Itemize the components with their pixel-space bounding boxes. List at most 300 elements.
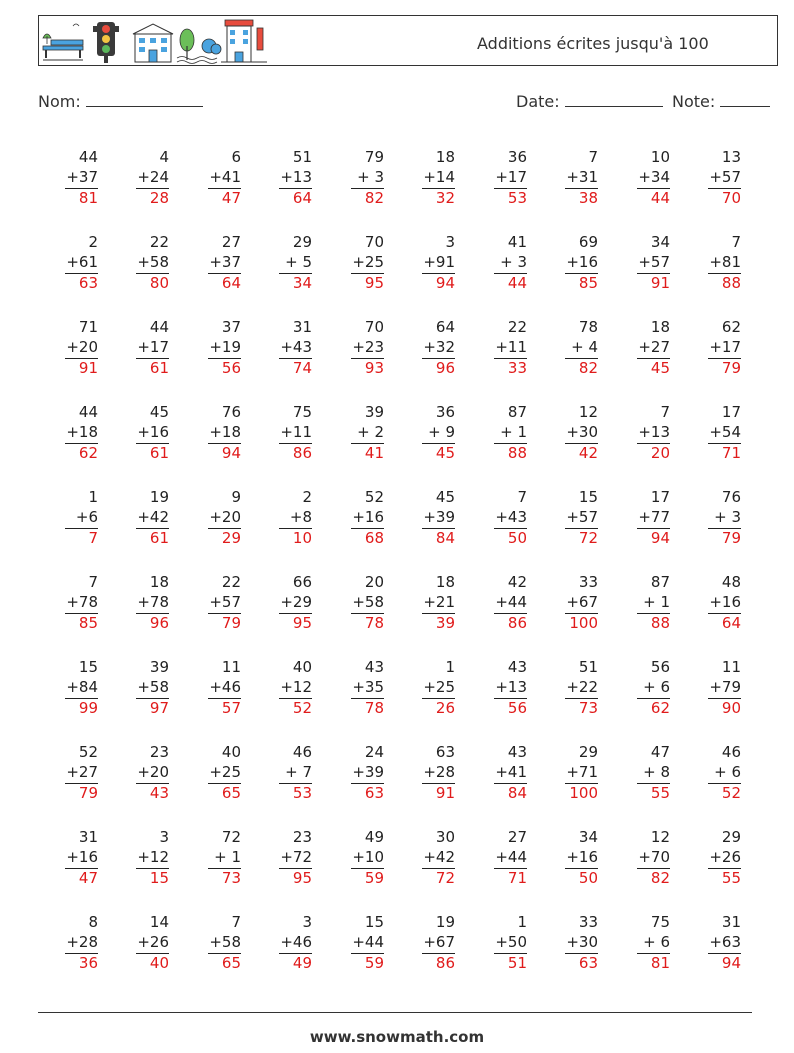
addition-problem bbox=[324, 488, 384, 548]
answer: 65 bbox=[221, 954, 241, 972]
addition-problem bbox=[38, 403, 98, 463]
addend-bottom: +44 bbox=[495, 592, 527, 611]
addend-bottom: + 6 bbox=[643, 677, 670, 696]
addition-problem bbox=[538, 913, 598, 973]
addend-top: 7 bbox=[88, 573, 98, 591]
addition-problem bbox=[252, 403, 312, 463]
addend-bottom: +13 bbox=[638, 422, 670, 441]
addition-problem bbox=[538, 233, 598, 293]
addition-problem bbox=[252, 488, 312, 548]
addend-bottom: +72 bbox=[280, 847, 312, 866]
addend-top: 20 bbox=[364, 573, 384, 591]
answer: 80 bbox=[149, 274, 169, 292]
answer: 62 bbox=[650, 699, 670, 717]
addend-top: 13 bbox=[721, 148, 741, 166]
addend-bottom: +21 bbox=[423, 592, 455, 611]
addend-top: 76 bbox=[721, 488, 741, 506]
problem-row bbox=[38, 148, 768, 233]
answer: 42 bbox=[578, 444, 598, 462]
answer: 72 bbox=[578, 529, 598, 547]
addend-bottom: +43 bbox=[495, 507, 527, 526]
answer: 79 bbox=[221, 614, 241, 632]
answer: 61 bbox=[149, 359, 169, 377]
addend-top: 70 bbox=[364, 318, 384, 336]
answer: 97 bbox=[149, 699, 169, 717]
date-line[interactable] bbox=[565, 92, 663, 107]
addend-top: 79 bbox=[364, 148, 384, 166]
answer: 32 bbox=[435, 189, 455, 207]
answer: 90 bbox=[721, 699, 741, 717]
addition-problem bbox=[610, 913, 670, 973]
addition-problem bbox=[109, 913, 169, 973]
addition-problem bbox=[252, 148, 312, 208]
addend-top: 49 bbox=[364, 828, 384, 846]
answer: 56 bbox=[507, 699, 527, 717]
problem-row bbox=[38, 233, 768, 318]
addend-top: 56 bbox=[650, 658, 670, 676]
answer: 44 bbox=[507, 274, 527, 292]
addition-problem bbox=[181, 488, 241, 548]
answer: 15 bbox=[149, 869, 169, 887]
addition-problem bbox=[181, 403, 241, 463]
addend-top: 15 bbox=[364, 913, 384, 931]
addend-top: 39 bbox=[364, 403, 384, 421]
addend-bottom: +26 bbox=[709, 847, 741, 866]
addend-top: 72 bbox=[221, 828, 241, 846]
addend-top: 11 bbox=[221, 658, 241, 676]
addition-problem bbox=[38, 913, 98, 973]
addend-top: 33 bbox=[578, 573, 598, 591]
addition-problem bbox=[181, 233, 241, 293]
answer: 81 bbox=[650, 954, 670, 972]
addition-problem bbox=[252, 828, 312, 888]
addition-problem bbox=[38, 488, 98, 548]
addend-bottom: +16 bbox=[137, 422, 169, 441]
addend-top: 37 bbox=[221, 318, 241, 336]
addend-bottom: +22 bbox=[566, 677, 598, 696]
addend-bottom: +12 bbox=[137, 847, 169, 866]
addend-top: 12 bbox=[650, 828, 670, 846]
answer: 73 bbox=[221, 869, 241, 887]
addend-bottom: +77 bbox=[638, 507, 670, 526]
addition-problem bbox=[681, 403, 741, 463]
addition-problem bbox=[38, 828, 98, 888]
answer: 63 bbox=[364, 784, 384, 802]
addend-top: 45 bbox=[149, 403, 169, 421]
addend-bottom: +20 bbox=[66, 337, 98, 356]
addend-bottom: +58 bbox=[137, 252, 169, 271]
addend-top: 75 bbox=[650, 913, 670, 931]
answer: 88 bbox=[721, 274, 741, 292]
addend-top: 23 bbox=[149, 743, 169, 761]
addend-top: 39 bbox=[149, 658, 169, 676]
answer: 52 bbox=[721, 784, 741, 802]
addend-top: 7 bbox=[588, 148, 598, 166]
addend-bottom: +58 bbox=[137, 677, 169, 696]
addend-bottom: +16 bbox=[709, 592, 741, 611]
addend-top: 7 bbox=[731, 233, 741, 251]
addend-top: 15 bbox=[578, 488, 598, 506]
addition-problem bbox=[181, 658, 241, 718]
addition-problem bbox=[252, 318, 312, 378]
addition-problem bbox=[538, 573, 598, 633]
addend-top: 1 bbox=[88, 488, 98, 506]
addition-problem bbox=[538, 658, 598, 718]
addend-bottom: +19 bbox=[209, 337, 241, 356]
addend-top: 29 bbox=[292, 233, 312, 251]
note-field[interactable] bbox=[672, 92, 770, 111]
answer: 50 bbox=[578, 869, 598, 887]
addend-top: 70 bbox=[364, 233, 384, 251]
answer: 65 bbox=[221, 784, 241, 802]
addend-top: 51 bbox=[578, 658, 598, 676]
date-field[interactable] bbox=[516, 92, 663, 111]
addition-problem bbox=[38, 233, 98, 293]
addition-problem bbox=[181, 743, 241, 803]
trees-icon bbox=[177, 29, 221, 64]
note-label: Note: bbox=[672, 92, 716, 111]
addend-bottom: +8 bbox=[289, 507, 312, 526]
addend-top: 42 bbox=[507, 573, 527, 591]
answer: 49 bbox=[292, 954, 312, 972]
addend-top: 75 bbox=[292, 403, 312, 421]
answer: 28 bbox=[149, 189, 169, 207]
addend-top: 7 bbox=[660, 403, 670, 421]
addition-problem bbox=[467, 233, 527, 293]
addend-bottom: +58 bbox=[209, 932, 241, 951]
addend-top: 29 bbox=[721, 828, 741, 846]
answer: 47 bbox=[221, 189, 241, 207]
answer: 94 bbox=[435, 274, 455, 292]
addition-problem bbox=[681, 913, 741, 973]
answer: 10 bbox=[292, 529, 312, 547]
addend-top: 44 bbox=[78, 148, 98, 166]
addend-bottom: +26 bbox=[137, 932, 169, 951]
addend-top: 10 bbox=[650, 148, 670, 166]
addend-top: 22 bbox=[221, 573, 241, 591]
addition-problem bbox=[109, 148, 169, 208]
addition-problem bbox=[467, 913, 527, 973]
addend-bottom: +46 bbox=[209, 677, 241, 696]
answer: 59 bbox=[364, 954, 384, 972]
answer: 95 bbox=[292, 869, 312, 887]
addition-problem bbox=[610, 318, 670, 378]
addend-top: 43 bbox=[364, 658, 384, 676]
addition-problem bbox=[467, 828, 527, 888]
addition-problem bbox=[610, 828, 670, 888]
answer: 41 bbox=[364, 444, 384, 462]
answer: 100 bbox=[569, 784, 598, 802]
addition-problem bbox=[610, 573, 670, 633]
addition-problem bbox=[181, 318, 241, 378]
addend-bottom: +39 bbox=[352, 762, 384, 781]
addend-top: 36 bbox=[435, 403, 455, 421]
addend-top: 33 bbox=[578, 913, 598, 931]
name-label: Nom: bbox=[38, 92, 81, 111]
addition-problem bbox=[324, 743, 384, 803]
addend-bottom: + 9 bbox=[428, 422, 455, 441]
addend-bottom: +25 bbox=[423, 677, 455, 696]
addition-problem bbox=[252, 573, 312, 633]
addend-bottom: +84 bbox=[66, 677, 98, 696]
addition-problem bbox=[610, 148, 670, 208]
addend-top: 34 bbox=[650, 233, 670, 251]
addend-bottom: +25 bbox=[352, 252, 384, 271]
addend-bottom: +6 bbox=[75, 507, 98, 526]
answer: 63 bbox=[78, 274, 98, 292]
answer: 64 bbox=[221, 274, 241, 292]
addend-top: 34 bbox=[578, 828, 598, 846]
answer: 70 bbox=[721, 189, 741, 207]
addition-problem bbox=[181, 148, 241, 208]
addend-top: 27 bbox=[221, 233, 241, 251]
addition-problem bbox=[538, 828, 598, 888]
problem-row bbox=[38, 913, 768, 998]
addend-bottom: +29 bbox=[280, 592, 312, 611]
answer: 93 bbox=[364, 359, 384, 377]
addend-bottom: + 8 bbox=[643, 762, 670, 781]
addend-top: 3 bbox=[159, 828, 169, 846]
addend-top: 18 bbox=[435, 148, 455, 166]
addend-bottom: +39 bbox=[423, 507, 455, 526]
addend-top: 51 bbox=[292, 148, 312, 166]
addend-bottom: +12 bbox=[280, 677, 312, 696]
addend-bottom: +43 bbox=[280, 337, 312, 356]
addition-problem bbox=[538, 488, 598, 548]
addend-bottom: +37 bbox=[209, 252, 241, 271]
footer-site: www.snowmath.com bbox=[309, 1028, 485, 1046]
addend-top: 2 bbox=[302, 488, 312, 506]
addition-problem bbox=[681, 233, 741, 293]
addition-problem bbox=[324, 658, 384, 718]
addend-top: 76 bbox=[221, 403, 241, 421]
addend-bottom: +57 bbox=[566, 507, 598, 526]
note-line[interactable] bbox=[720, 92, 770, 107]
answer: 84 bbox=[507, 784, 527, 802]
addend-bottom: +46 bbox=[280, 932, 312, 951]
bench-icon bbox=[43, 24, 83, 60]
answer: 7 bbox=[88, 529, 98, 547]
addition-problem bbox=[38, 573, 98, 633]
addend-top: 64 bbox=[435, 318, 455, 336]
answer: 94 bbox=[650, 529, 670, 547]
addend-top: 31 bbox=[721, 913, 741, 931]
addition-problem bbox=[38, 743, 98, 803]
addend-top: 3 bbox=[302, 913, 312, 931]
addition-problem bbox=[252, 658, 312, 718]
addend-bottom: +28 bbox=[66, 932, 98, 951]
addend-bottom: +79 bbox=[709, 677, 741, 696]
answer: 62 bbox=[78, 444, 98, 462]
addition-problem bbox=[610, 488, 670, 548]
problem-grid bbox=[38, 148, 768, 998]
addend-top: 29 bbox=[578, 743, 598, 761]
name-line[interactable] bbox=[86, 92, 203, 107]
header-box bbox=[38, 15, 778, 66]
addend-bottom: + 3 bbox=[714, 507, 741, 526]
answer: 95 bbox=[292, 614, 312, 632]
addend-top: 52 bbox=[78, 743, 98, 761]
addend-top: 18 bbox=[149, 573, 169, 591]
addend-bottom: +91 bbox=[423, 252, 455, 271]
addend-bottom: +30 bbox=[566, 932, 598, 951]
answer: 96 bbox=[149, 614, 169, 632]
answer: 56 bbox=[221, 359, 241, 377]
addend-top: 47 bbox=[650, 743, 670, 761]
answer: 71 bbox=[507, 869, 527, 887]
addend-bottom: + 6 bbox=[643, 932, 670, 951]
addend-top: 30 bbox=[435, 828, 455, 846]
addend-bottom: +24 bbox=[137, 167, 169, 186]
addition-problem bbox=[395, 828, 455, 888]
addend-top: 87 bbox=[507, 403, 527, 421]
addend-bottom: + 3 bbox=[357, 167, 384, 186]
addition-problem bbox=[38, 658, 98, 718]
answer: 94 bbox=[221, 444, 241, 462]
addend-top: 23 bbox=[292, 828, 312, 846]
answer: 96 bbox=[435, 359, 455, 377]
addition-problem bbox=[395, 573, 455, 633]
addition-problem bbox=[610, 743, 670, 803]
date-label: Date: bbox=[516, 92, 560, 111]
addend-bottom: +30 bbox=[566, 422, 598, 441]
addition-problem bbox=[681, 828, 741, 888]
answer: 84 bbox=[435, 529, 455, 547]
addend-bottom: +18 bbox=[66, 422, 98, 441]
answer: 36 bbox=[78, 954, 98, 972]
answer: 51 bbox=[507, 954, 527, 972]
addend-top: 63 bbox=[435, 743, 455, 761]
addition-problem bbox=[395, 488, 455, 548]
addend-bottom: +78 bbox=[137, 592, 169, 611]
addition-problem bbox=[252, 743, 312, 803]
answer: 86 bbox=[435, 954, 455, 972]
problem-row bbox=[38, 403, 768, 488]
addend-top: 19 bbox=[149, 488, 169, 506]
addend-top: 43 bbox=[507, 743, 527, 761]
addition-problem bbox=[109, 403, 169, 463]
addition-problem bbox=[395, 233, 455, 293]
answer: 45 bbox=[650, 359, 670, 377]
addition-problem bbox=[395, 318, 455, 378]
addend-bottom: +11 bbox=[280, 422, 312, 441]
addend-bottom: + 1 bbox=[500, 422, 527, 441]
answer: 29 bbox=[221, 529, 241, 547]
addition-problem bbox=[252, 233, 312, 293]
addend-top: 31 bbox=[292, 318, 312, 336]
addend-bottom: + 5 bbox=[285, 252, 312, 271]
answer: 45 bbox=[435, 444, 455, 462]
addition-problem bbox=[109, 318, 169, 378]
addend-top: 6 bbox=[231, 148, 241, 166]
answer: 55 bbox=[721, 869, 741, 887]
addend-top: 1 bbox=[445, 658, 455, 676]
addend-bottom: +57 bbox=[638, 252, 670, 271]
addend-top: 43 bbox=[507, 658, 527, 676]
answer: 53 bbox=[292, 784, 312, 802]
addition-problem bbox=[538, 148, 598, 208]
answer: 64 bbox=[721, 614, 741, 632]
addition-problem bbox=[681, 488, 741, 548]
answer: 33 bbox=[507, 359, 527, 377]
answer: 91 bbox=[435, 784, 455, 802]
addend-top: 62 bbox=[721, 318, 741, 336]
answer: 91 bbox=[78, 359, 98, 377]
addend-bottom: +71 bbox=[566, 762, 598, 781]
answer: 59 bbox=[364, 869, 384, 887]
answer: 73 bbox=[578, 699, 598, 717]
addend-bottom: +23 bbox=[352, 337, 384, 356]
addend-bottom: +57 bbox=[709, 167, 741, 186]
addend-bottom: +17 bbox=[495, 167, 527, 186]
addend-top: 22 bbox=[507, 318, 527, 336]
addition-problem bbox=[467, 488, 527, 548]
addend-bottom: +17 bbox=[137, 337, 169, 356]
addend-bottom: +44 bbox=[352, 932, 384, 951]
addend-top: 12 bbox=[578, 403, 598, 421]
answer: 78 bbox=[364, 614, 384, 632]
answer: 20 bbox=[650, 444, 670, 462]
building-icon bbox=[133, 24, 173, 62]
problem-row bbox=[38, 488, 768, 573]
addend-top: 44 bbox=[149, 318, 169, 336]
answer: 68 bbox=[364, 529, 384, 547]
answer: 99 bbox=[78, 699, 98, 717]
addend-top: 2 bbox=[88, 233, 98, 251]
addition-problem bbox=[681, 743, 741, 803]
answer: 85 bbox=[578, 274, 598, 292]
answer: 74 bbox=[292, 359, 312, 377]
answer: 40 bbox=[149, 954, 169, 972]
addition-problem bbox=[538, 318, 598, 378]
addend-top: 7 bbox=[231, 913, 241, 931]
header-illustration bbox=[41, 18, 269, 64]
addition-problem bbox=[109, 573, 169, 633]
addend-top: 14 bbox=[149, 913, 169, 931]
addend-bottom: +11 bbox=[495, 337, 527, 356]
addend-bottom: + 4 bbox=[571, 337, 598, 356]
addition-problem bbox=[109, 658, 169, 718]
addend-top: 17 bbox=[721, 403, 741, 421]
answer: 26 bbox=[435, 699, 455, 717]
addition-problem bbox=[109, 488, 169, 548]
addition-problem bbox=[610, 658, 670, 718]
addend-bottom: +14 bbox=[423, 167, 455, 186]
answer: 88 bbox=[507, 444, 527, 462]
answer: 72 bbox=[435, 869, 455, 887]
name-field[interactable] bbox=[38, 92, 203, 111]
addition-problem bbox=[324, 573, 384, 633]
answer: 38 bbox=[578, 189, 598, 207]
addend-bottom: +13 bbox=[495, 677, 527, 696]
addition-problem bbox=[610, 233, 670, 293]
addition-problem bbox=[38, 318, 98, 378]
addend-top: 44 bbox=[78, 403, 98, 421]
footer-divider bbox=[38, 1012, 752, 1013]
addend-top: 24 bbox=[364, 743, 384, 761]
addend-bottom: +16 bbox=[66, 847, 98, 866]
addition-problem bbox=[324, 318, 384, 378]
addend-bottom: + 6 bbox=[714, 762, 741, 781]
addend-top: 48 bbox=[721, 573, 741, 591]
addend-top: 69 bbox=[578, 233, 598, 251]
addend-bottom: +78 bbox=[66, 592, 98, 611]
addition-problem bbox=[681, 573, 741, 633]
addend-bottom: +63 bbox=[709, 932, 741, 951]
answer: 85 bbox=[78, 614, 98, 632]
problem-row bbox=[38, 573, 768, 658]
addition-problem bbox=[467, 148, 527, 208]
